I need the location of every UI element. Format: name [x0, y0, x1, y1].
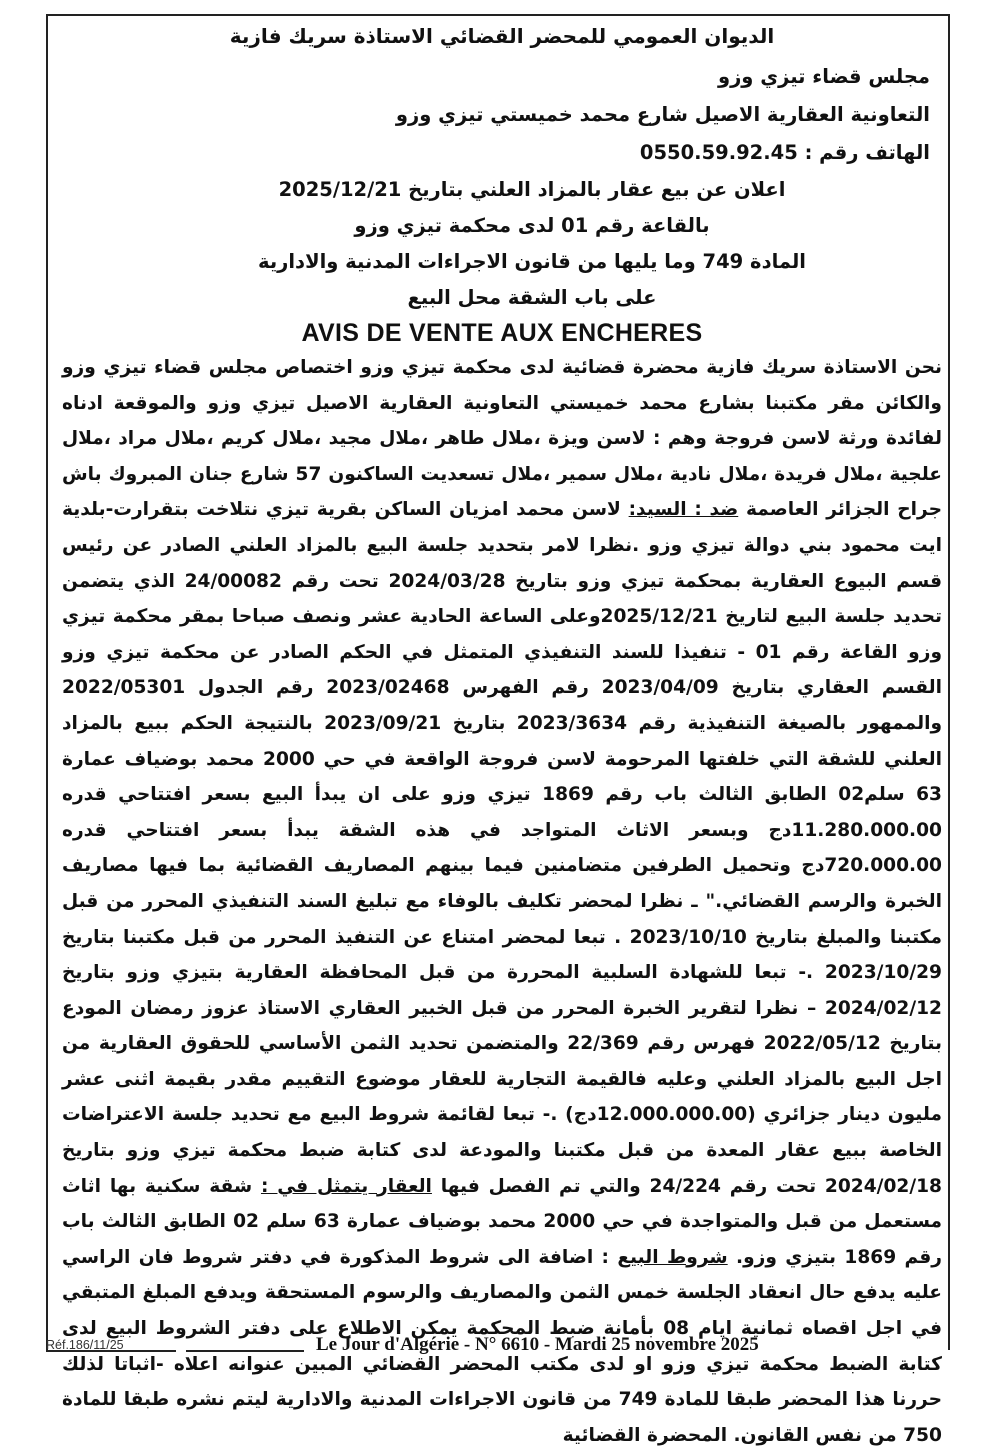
announcement-line-4: على باب الشقة محل البيع — [407, 286, 657, 309]
office-address: التعاونية العقارية الاصيل شارع محمد خميستي تيزي وزو — [395, 103, 930, 126]
against-label: ضد : السيد: — [628, 499, 739, 521]
announcement-line-3: المادة 749 وما يليها من قانون الاجراءات المدنية والادارية — [258, 250, 806, 273]
footer-rule — [186, 1350, 304, 1352]
sale-conditions: : اضافة الى شروط المذكورة في دفتر شروط فان الراسي عليه يدفع حال انعقاد الجلسة خمس الثمن والمصاريف والرسوم المستحقة ويدفع المبلغ المتبقي في اجل اقصاه ثمانية ايام 08 بأمانة ضبط المحكمة يمكن الاطلاع على دفتر الشروط البيع لدى كتابة الضبط محكمة تيزي وزو او لدى مكتب المحضر القضائي المبين عنوانه اعلاه -اثباتا لذلك حررنا هذا المحضر طبقا للمادة 749 من قانون الاجراءات المدنية والادارية ليتم نشره طبقا للمادة 750 من نفس القانون. المحضرة القضائية — [62, 1246, 942, 1446]
page-footer — [46, 1328, 950, 1358]
conditions-label: شروط البيع — [617, 1246, 728, 1268]
legal-notice — [62, 24, 942, 1453]
publication-line: Le Jour d'Algérie - N° 6610 - Mardi 25 novembre 2025 — [316, 1334, 759, 1355]
office-phone: الهاتف رقم : 0550.59.92.45 — [639, 141, 930, 164]
body-main: لاسن محمد امزيان الساكن بقرية تيزي نتلاخت بتقرارت-بلدية ايت محمود بني دوالة تيزي وزو .نظرا لامر بتحديد جلسة البيع بالمزاد العلني الصادر عن رئيس قسم البيوع العقارية بمحكمة تيزي وزو بتاريخ 2024/03/28 تحت رقم 24/00082 الذي يتضمن تحديد جلسة البيع لتاريخ 2025/12/21وعلى الساعة الحادية عشر ونصف صباحا بمقر محكمة تيزي وزو القاعة رقم 01 - تنفيذا للسند التنفيذي المتمثل في الحكم الصادر عن محكمة تيزي وزو القسم العقاري بتاريخ 2023/04/09 رقم الفهرس 2023/02468 رقم الجدول 2022/05301 والممهور بالصيغة التنفيذية رقم 2023/3634 بتاريخ 2023/09/21 بالنتيجة الحكم ببيع بالمزاد العلني للشقة التي خلفتها المرحومة لاسن فروجة الواقعة في حي 2000 محمد بوضياف عمارة 63 سلم02 الطابق الثالث باب رقم 1869 تيزي وزو على ان يبدأ البيع بسعر افتتاحي قدره 11.280.000.00دج وبسعر الاثاث المتواجد في هذه الشقة يبدأ بسعر افتتاحي قدره 720.000.00دج وتحميل الطرفين متضامنين فيما بينهم المصاريف القضائية بما فيها مصاريف الخبرة والرسم القضائي." ـ نظرا لمحضر تكليف بالوفاء مع تبليغ السند التنفيذي المحرر من قبل مكتبنا والمبلغ بتاريخ 2023/10/10 . تبعا لمحضر امتناع عن التنفيذ المحرر من قبل مكتبنا بتاريخ 2023/10/29 .- تبعا للشهادة السلبية المحررة من قبل المحافظة العقارية بتيزي وزو بتاريخ 2024/02/12 – نظرا لتقرير الخبرة المحرر من قبل الخبير العقاري الاستاذ عزوز رمضان المودع بتاريخ 2022/05/12 فهرس رقم 22/369 والمتضمن تحديد الثمن الأساسي للحقوق العقارية من اجل البيع بالمزاد العلني وعليه فالقيمة التجارية للعقار موضوع التقييم مقدر بقيمة اثنى عشر مليون دينار جزائري (12.000.000.00دج) .- تبعا لقائمة شروط البيع مع تحديد جلسة الاعتراضات الخاصة ببيع عقار المعدة من قبل مكتبنا والمودعة لدى كتابة ضبط محكمة تيزي وزو بتاريخ 2024/02/18 تحت رقم 24/224 والتي تم الفصل فيها — [62, 499, 943, 1197]
office-title: الديوان العمومي للمحضر القضائي الاستاذة سريك فازية — [229, 24, 775, 48]
property-description: شقة سكنية بها اثاث مستعمل من قبل والمتواجدة في حي 2000 محمد بوضياف عمارة 63 سلم 02 الطابق الثالث باب رقم 1869 بتيزي وزو. — [62, 1175, 943, 1268]
body-intro: نحن الاستاذة سريك فازية محضرة قضائية لدى محكمة تيزي وزو اختصاص مجلس قضاء تيزي وزو والكائن مقر مكتبنا بشارع محمد خميستي التعاونية العقارية الاصيل تيزي وزو والموقعة ادناه لفائدة ورثة لاسن فروجة وهم : لاسن ويزة ،ملال طاهر ،ملال مجيد ،ملال كريم ،ملال مراد ،ملال علجية ،ملال فريدة ،ملال نادية ،ملال سمير ،ملال تسعديت الساكنون 57 شارع جنان المبروك باش جراح الجزائر العاصمة — [62, 357, 942, 521]
french-title: AVIS DE VENTE AUX ENCHERES — [301, 319, 703, 347]
reference-number: Réf.186/11/25 — [46, 1338, 124, 1352]
court-name: مجلس قضاء تيزي وزو — [717, 65, 930, 88]
notice-body — [62, 350, 942, 1453]
announcement-line-1: اعلان عن بيع عقار بالمزاد العلني بتاريخ 2025/12/21 — [278, 178, 786, 201]
announcement-line-2: بالقاعة رقم 01 لدى محكمة تيزي وزو — [354, 214, 710, 237]
property-label: العقار يتمثل في : — [260, 1175, 432, 1197]
